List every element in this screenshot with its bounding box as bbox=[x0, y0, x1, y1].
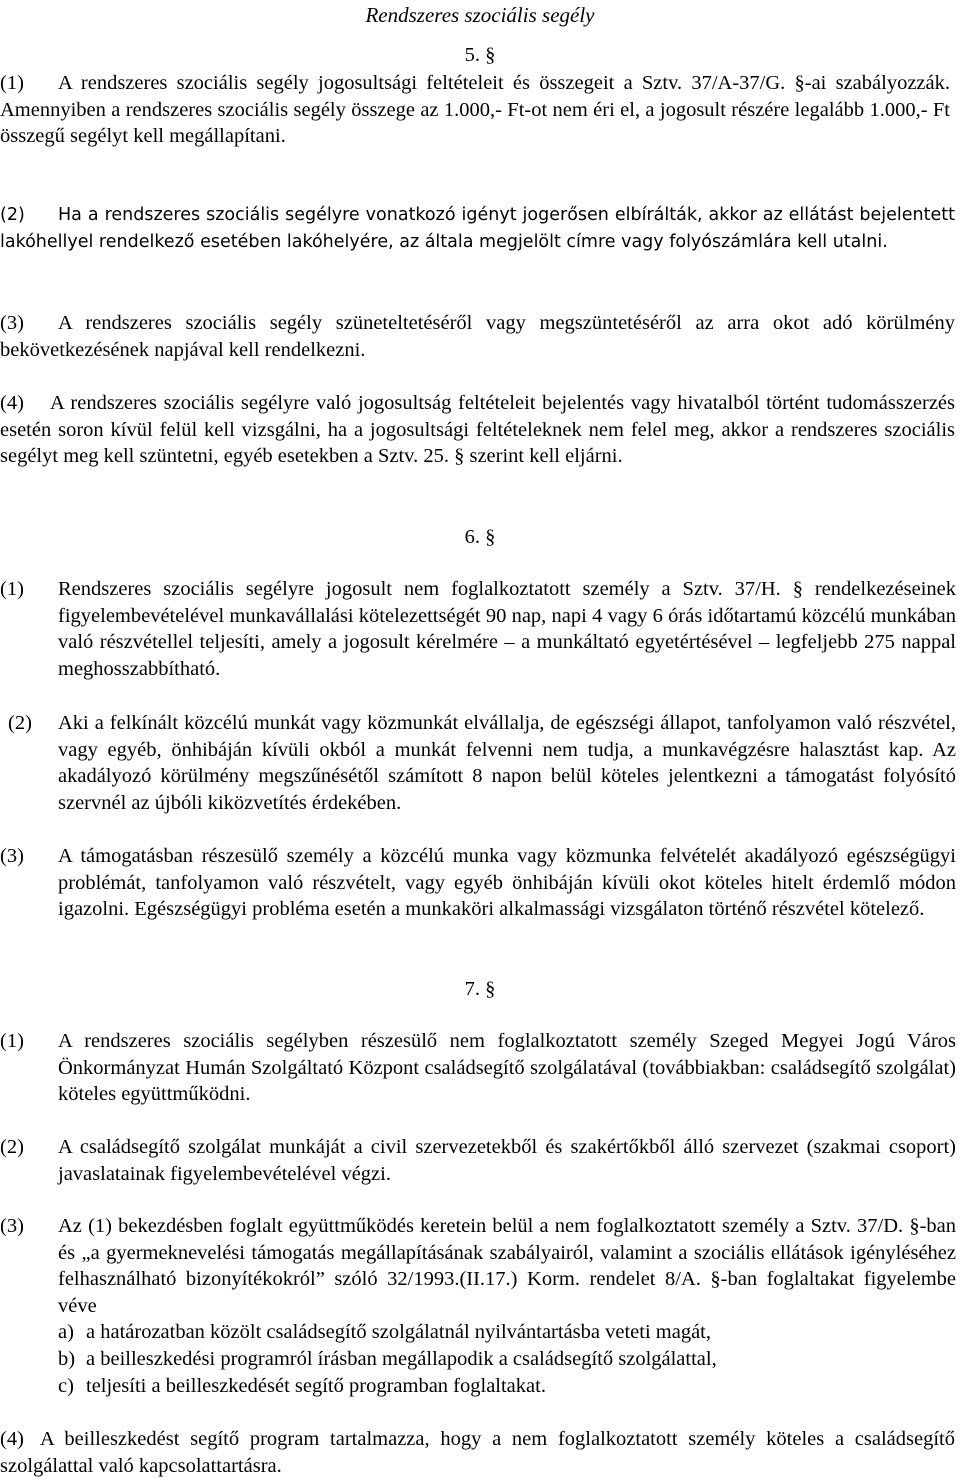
list-text: a beilleszkedési programról írásban megállapodik a családsegítő szolgálattal, bbox=[86, 1348, 717, 1370]
paragraph-text: A támogatásban részesülő személy a közcélú munka vagy közmunka felvételét akadályozó egészségügyi problémát, tanfolyamon való részvételt, vagy egyéb önhibáján kívüli okot köteles hitelt érdemlő módon igazolni. Egészségügyi probléma esetén a munkaköri alkalmassági vizsgálaton történő részvétel kötelező. bbox=[58, 845, 956, 920]
paragraph-number: (3) bbox=[0, 1215, 24, 1237]
paragraph-number: (1) bbox=[0, 578, 24, 600]
paragraph-number: (1) bbox=[0, 72, 24, 94]
section-title-6: 6. § bbox=[464, 526, 496, 548]
list-item bbox=[58, 1373, 938, 1400]
paragraph-number: (3) bbox=[0, 312, 24, 334]
paragraph-text: Ha a rendszeres szociális segélyre vonatkozó igényt jogerősen elbírálták, akkor az ellátást bejelentett lakóhellyel rendelkező esetében lakóhelyére, az általa megjelölt címre vagy folyószámlára kell utalni. bbox=[0, 205, 955, 252]
paragraph-text: Aki a felkínált közcélú munkát vagy közmunkát elvállalja, de egészségi állapot, tanfolyamon való részvétel, vagy egyéb, önhibáján kívüli okból a munkát felvenni nem tudja, a munkavégzésre halasztást kap. Az akadályozó körülmény megszűnésétől számított 8 napon belül köteles jelentkezni a támogatást folyósító szervnél az újbóli kiközvetítés érdekében. bbox=[58, 712, 956, 814]
paragraph-text: A beilleszkedést segítő program tartalmazza, hogy a nem foglalkoztatott személy köteles a családsegítő szolgálattal való kapcsolattartásra. bbox=[0, 1428, 955, 1477]
section-title-7: 7. § bbox=[464, 978, 496, 1000]
paragraph-text: A rendszeres szociális segélyre való jogosultság feltételeit bejelentés vagy hivatalból történt tudomásszerzés esetén soron kívül felül kell vizsgálni, ha a jogosultsági feltételeknek nem felel meg, akkor a rendszeres szociális segélyt meg kell szüntetni, egyéb esetekben a Sztv. 25. § szerint kell eljárni. bbox=[0, 392, 955, 467]
paragraph-number: (2) bbox=[8, 712, 32, 734]
paragraph-text: A rendszeres szociális segélyben részesülő nem foglalkoztatott személy Szeged Megyei Jogú Város Önkormányzat Humán Szolgáltató Központ családsegítő szolgálatával (továbbiakban: családsegítő szolgálat) köteles együttműködni. bbox=[58, 1030, 956, 1105]
list-item bbox=[58, 1319, 938, 1346]
paragraph-number: (2) bbox=[0, 205, 25, 225]
paragraph-number: (4) bbox=[0, 392, 24, 414]
paragraph-text: Az (1) bekezdésben foglalt együttműködés keretein belül a nem foglalkoztatott személy a Sztv. 37/D. §-ban és „a gyermeknevelési támogatás megállapításának szabályairól, valamint a szociális ellátások igényléséhez felhasználható bizonyítékokról” szóló 32/1993.(II.17.) Korm. rendelet 8/A. §-ban foglaltakat figyelembe véve bbox=[58, 1215, 956, 1317]
paragraph-number: (3) bbox=[0, 845, 24, 867]
paragraph-text: A rendszeres szociális segély jogosultsági feltételeit és összegeit a Sztv. 37/A-37/G. §-ai szabályozzák. Amennyiben a rendszeres szociális segély összege az 1.000,- Ft-ot nem éri el, a jogosult részére legalább 1.000,- Ft összegű segélyt kell megállapítani. bbox=[0, 72, 950, 147]
paragraph-text: A családsegítő szolgálat munkáját a civil szervezetekből és szakértőkből álló szervezet (szakmai csoport) javaslatainak figyelembevételével végzi. bbox=[58, 1136, 956, 1185]
paragraph-text: Rendszeres szociális segélyre jogosult nem foglalkoztatott személy a Sztv. 37/H. § rendelkezéseinek figyelembevételével munkavállalási kötelezettségét 90 nap, napi 4 vagy 6 órás időtartamú közcélú munkában való részvétellel teljesíti, amely a jogosult kérelmére – a munkáltató egyetértésével – legfeljebb 275 nappal meghosszabbítható. bbox=[58, 578, 956, 680]
list-label: b) bbox=[58, 1348, 76, 1370]
section-title-5: 5. § bbox=[464, 44, 496, 66]
list-text: teljesíti a beilleszkedését segítő programban foglaltakat. bbox=[86, 1375, 546, 1397]
paragraph-number: (4) bbox=[0, 1428, 24, 1450]
list-label: c) bbox=[58, 1375, 74, 1397]
paragraph-text: A rendszeres szociális segély szüneteltetéséről vagy megszüntetéséről az arra okot adó körülmény bekövetkezésének napjával kell rendelkezni. bbox=[0, 312, 955, 361]
paragraph-number: (2) bbox=[0, 1136, 24, 1158]
list-text: a határozatban közölt családsegítő szolgálatnál nyilvántartásba veteti magát, bbox=[86, 1321, 711, 1343]
paragraph-number: (1) bbox=[0, 1030, 24, 1052]
list-item bbox=[58, 1346, 938, 1373]
list-label: a) bbox=[58, 1321, 74, 1343]
page-header: Rendszeres szociális segély bbox=[365, 3, 595, 27]
